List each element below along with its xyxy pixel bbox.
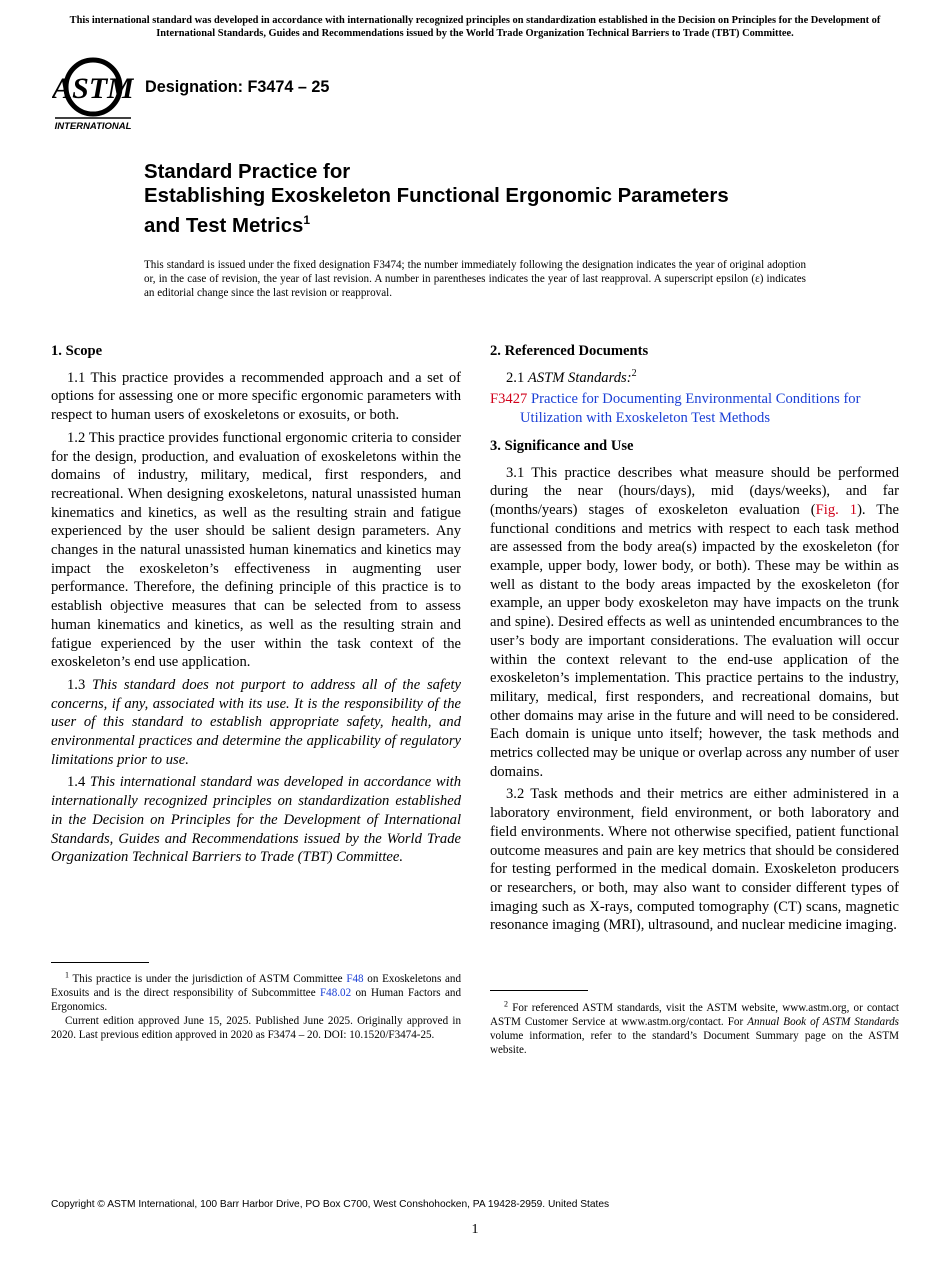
footnote-rule-right [490, 990, 588, 991]
referenced-documents-heading: 2. Referenced Documents [490, 343, 649, 359]
footnote-1-jurisdiction [51, 972, 461, 1014]
reference-code-link[interactable]: F3427 [490, 391, 528, 408]
footnote-2 [490, 1001, 899, 1057]
footnote-2-text [490, 1001, 899, 1057]
paragraph-1-3-text: This standard does not purport to address all of the safety concerns, if any, associated with its use. It is the responsibility of the user of this standard to establish appropriate safety, health, and environmental practices and determine the applicability of regulatory limitations prior to use. [51, 676, 461, 768]
paragraph-3-1-text-b: ). The functional conditions and metrics with respect to each task method are assessed from the body area(s) impacted by the exoskeleton (for example, upper body, lower body, or both). These may be within as well as distant to the body areas impacted by the exoskeleton (for example, an upper body exoskeleton may have impacts on the trunk and spine). Desired effects as well as unintended encumbrances to the user’s body are important considerations. The evaluation will occur within the context relevant to the end-use application of the exoskeleton’s implementation. This practice pertains to the industry, military, medical, first responders, and recreational domains, but other domains may arise in the future and will need to be considered. Each domain is unique unto itself; however, the task methods and metrics collected may be unique or overlap across any number of user domains. [490, 501, 899, 780]
reference-entry [490, 390, 899, 427]
footnote-1-text-b: on Exoskeletons and Exosuits and is the direct responsibility of Subcommittee [51, 973, 462, 999]
paragraph-3-1-text-a: 3.1 This practice describes what measure should be performed during the near (hours/days), mid (days/weeks), and far (months/years) stages of exoskeleton evaluation ( [490, 464, 899, 518]
designation: Designation: F3474 – 25 [145, 78, 330, 96]
paragraph-1-4-number: 1.4 [67, 774, 86, 791]
paragraph-1-4-text: This international standard was developed in accordance with internationally recognized principles on standardization established in the Decision on Principles for the Development of International Standards, Guides and Recommendations issued by the World Trade Organization Technical Barriers to Trade (TBT) Committee. [51, 774, 462, 866]
logo-wordmark: INTERNATIONAL [54, 121, 132, 132]
footnote-2-mark: 2 [504, 999, 508, 1009]
astm-standards-number: 2.1 [506, 369, 525, 386]
issued-note: This standard is issued under the fixed designation F3474; the number immediately following the designation indicates the year of original adoption or, in the case of revision, the year of last revision. A number in parentheses indicates the year of last reapproval. A superscript epsilon (ε) indicates an editorial change since the last revision or reapproval. [144, 259, 806, 300]
footnote-1-text-c: on Human Factors and Ergonomics. [51, 987, 461, 1013]
paragraph-1-2: 1.2 This practice provides functional ergonomic criteria to consider for the design, production, and evaluation of exoskeletons within the domains of industry, military, medical, first responders, and recreational. When designing exoskeletons, natural unassisted human kinematics and kinetics, as well as the resulting strain and fatigue experienced by the user should be salient design parameters. Any changes in the natural unassisted human kinematics and kinetics may impact the exoskeleton’s effectiveness in augmenting user performance. Therefore, the defining principle of this practice is to establish objective measures that can be selected from to assess human kinematics and kinetics, as well as the resulting strain and fatigue experienced by the user within the task context of the exoskeleton’s end use application. [51, 429, 461, 671]
subcommittee-f48-02-link[interactable]: F48.02 [320, 987, 352, 999]
paragraph-1-3-number: 1.3 [67, 676, 86, 693]
top-notice: This international standard was developed in accordance with internationally recognized principles on standardization established in the Decision on Principles for the Development of International Standards, Guides and Recommendations issued by the World Trade Organization Technical Barriers to Trade (TBT) Committee. [69, 15, 881, 39]
footnote-1-edition: Current edition approved June 15, 2025. Published June 2025. Originally approved in 2020. Last previous edition approved in 2020 as F3474 – 20. DOI: 10.1520/F3474-25. [51, 1015, 461, 1041]
logo-letters: ASTM [52, 72, 134, 105]
title-line-3 [144, 208, 864, 238]
paragraph-1-3 [51, 676, 461, 770]
footnote-1-mark: 1 [65, 970, 69, 980]
astm-standards-label: ASTM Standards: [527, 369, 632, 386]
page-number: 1 [471, 1222, 479, 1237]
astm-logo [52, 56, 134, 132]
footnote-rule-left [51, 962, 149, 963]
figure-1-link[interactable]: Fig. 1 [815, 501, 858, 518]
title-footnote-mark: 1 [303, 213, 311, 227]
left-column [51, 342, 461, 871]
reference-title-link[interactable]: Practice for Documenting Environmental Conditions for Utilization with Exoskeleton Test Methods [520, 391, 861, 427]
paragraph-3-1 [490, 464, 899, 782]
title-line-2: Establishing Exoskeleton Functional Ergonomic Parameters [144, 185, 729, 207]
paragraph-1-1: 1.1 This practice provides a recommended approach and a set of options for assessing one or more specific ergonomic parameters with respect to human users of exoskeletons or exosuits, or both. [51, 369, 461, 424]
paragraph-3-2: 3.2 Task methods and their metrics are either administered in a laboratory environment, field environment, or both laboratory and field environments. Where not otherwise specified, patient functional outcome measures and pain are key metrics that should be considered for testing performed in the medical domain. Exoskeleton producers or researchers, or both, may also want to consider different types of imaging such as X-rays, computed tomography (CT) scans, magnetic resonance imaging (MRI), ultrasound, and nuclear medicine imaging. [490, 786, 899, 934]
right-column [490, 342, 899, 939]
footnote-2-text-b: volume information, refer to the standard’s Document Summary page on the ASTM website. [490, 1030, 899, 1056]
copyright-notice: Copyright © ASTM International, 100 Barr Harbor Drive, PO Box C700, West Conshohocken, PA 19428-2959. United States [51, 1199, 610, 1210]
committee-f48-link[interactable]: F48 [346, 973, 364, 985]
footnote-1 [51, 972, 461, 1042]
page-title [144, 160, 864, 238]
paragraph-1-4 [51, 773, 461, 867]
footnote-1-text-a: This practice is under the jurisdiction of ASTM Committee [72, 973, 347, 985]
astm-standards-subheading [506, 369, 899, 388]
title-line-3-text: and Test Metrics [144, 214, 304, 237]
significance-heading: 3. Significance and Use [490, 437, 634, 454]
footnote-2-text-a: For referenced ASTM standards, visit the ASTM website, www.astm.org, or contact ASTM Customer Service at www.astm.org/contact. For [490, 1002, 899, 1028]
astm-logo-icon [52, 56, 134, 132]
footnote-2-annual-book: Annual Book of ASTM Standards [747, 1016, 899, 1028]
scope-heading: 1. Scope [51, 343, 103, 359]
astm-standards-footnote-mark: 2 [631, 367, 637, 379]
title-line-1: Standard Practice for [144, 161, 351, 183]
